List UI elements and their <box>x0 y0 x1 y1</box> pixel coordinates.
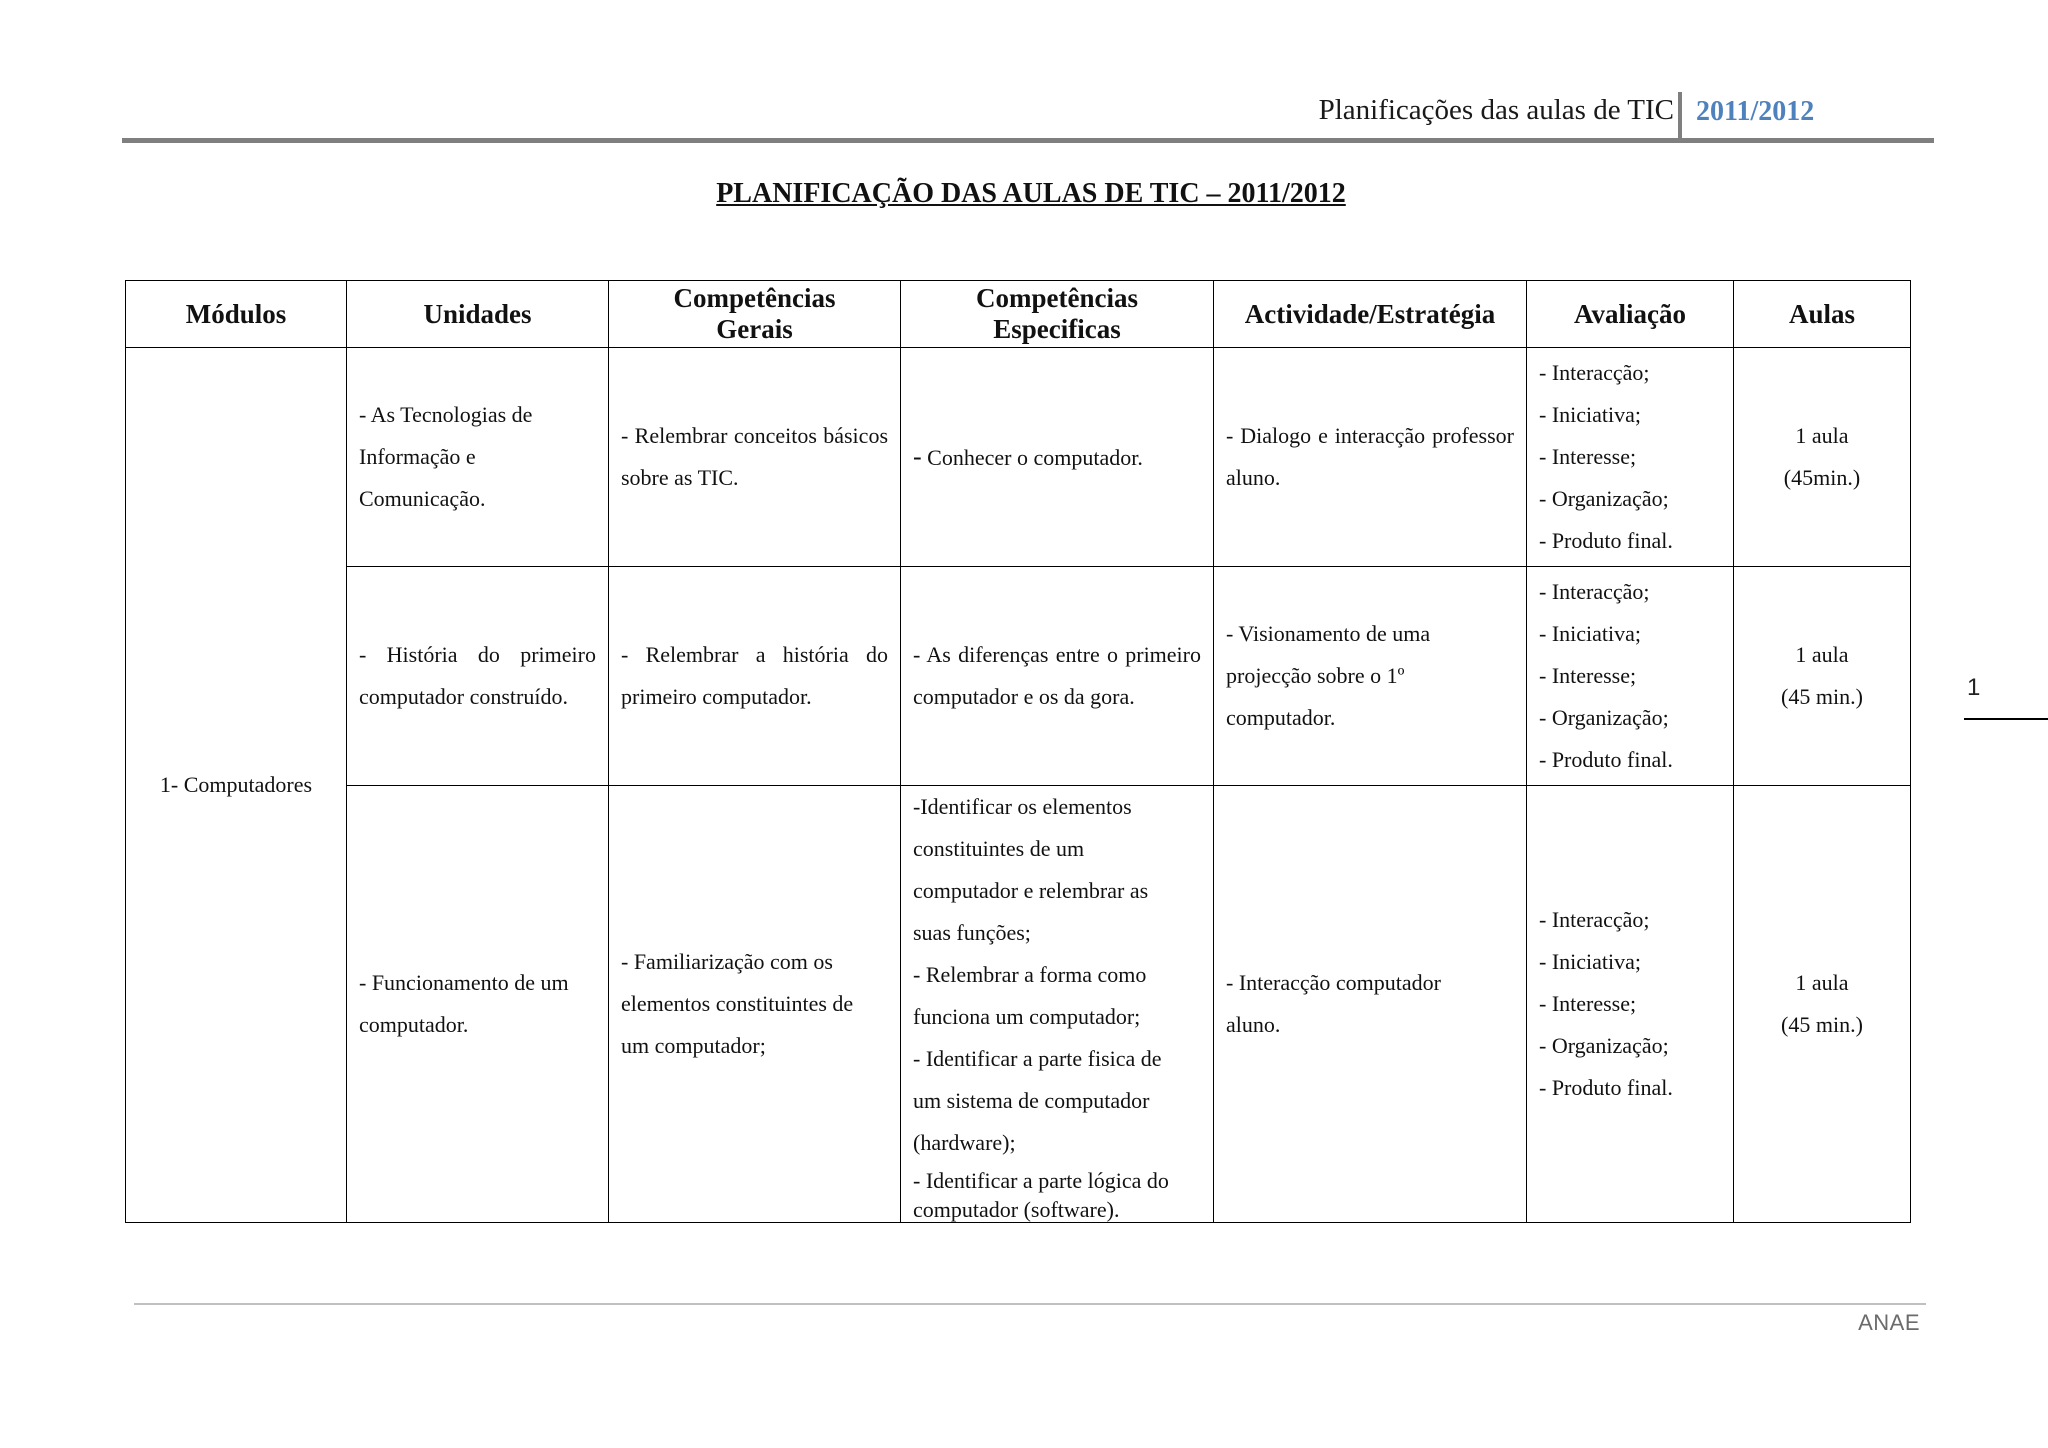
header-line: Competências <box>976 283 1138 313</box>
header-line: Especificas <box>993 314 1121 344</box>
cell-line: -Identificar os elementos <box>913 794 1132 819</box>
planning-table <box>125 280 1911 1223</box>
cell-line: - As Tecnologias de <box>359 402 533 427</box>
list-item: - Organização; <box>1539 486 1669 511</box>
cell-line: computador e relembrar as <box>913 878 1149 903</box>
header-line: Gerais <box>716 314 793 344</box>
unidade-cell <box>347 348 609 567</box>
header-aulas: Aulas <box>1734 281 1911 348</box>
page-header <box>122 92 1934 138</box>
list-item: - Organização; <box>1539 705 1669 730</box>
cell-line: - Identificar a parte fisica de <box>913 1046 1162 1071</box>
list-item: - Iniciativa; <box>1539 949 1642 974</box>
list-item: - Produto final. <box>1539 747 1673 772</box>
list-item: - Produto final. <box>1539 528 1673 553</box>
cell-line: 1 aula <box>1795 970 1849 995</box>
list-item: - Interacção; <box>1539 360 1650 385</box>
header-competencias-especificas <box>901 281 1214 348</box>
cell-line: suas funções; <box>913 920 1031 945</box>
cell-line: - Identificar a parte lógica do <box>913 1168 1169 1193</box>
unidade-cell: - História do primeiro computador construído. <box>347 567 609 786</box>
list-item: - Produto final. <box>1539 1075 1673 1100</box>
competencias-gerais-cell: - Relembrar a história do primeiro computador. <box>609 567 901 786</box>
header-modulos: Módulos <box>126 281 347 348</box>
atividade-cell <box>1214 567 1527 786</box>
list-item: - Organização; <box>1539 1033 1669 1058</box>
table-header-row <box>126 281 1911 348</box>
cell-line: elementos constituintes de <box>621 991 854 1016</box>
footer-text: ANAE <box>1858 1310 1920 1335</box>
header-year: 2011/2012 <box>1696 96 1815 127</box>
atividade-cell: - Dialogo e interacção professor aluno. <box>1214 348 1527 567</box>
table-row <box>126 786 1911 1223</box>
cell-line: (45 min.) <box>1781 1012 1863 1037</box>
cell-line: (hardware); <box>913 1130 1016 1155</box>
unidade-cell: - Funcionamento de um computador. <box>347 786 609 1223</box>
avaliacao-cell <box>1527 786 1734 1223</box>
modulo-cell: 1- Computadores <box>126 348 347 1223</box>
list-item: - Interacção; <box>1539 579 1650 604</box>
cell-line: projecção sobre o 1º <box>1226 663 1405 688</box>
list-item: - Iniciativa; <box>1539 621 1642 646</box>
atividade-cell <box>1214 786 1527 1223</box>
cell-line: Comunicação. <box>359 486 486 511</box>
header-unidades: Unidades <box>347 281 609 348</box>
cell-line: Informação e <box>359 444 476 469</box>
cell-line: (45 min.) <box>1781 684 1863 709</box>
header-divider <box>1678 92 1682 138</box>
cell-line: um sistema de computador <box>913 1088 1150 1113</box>
document-title: PLANIFICAÇÃO DAS AULAS DE TIC – 2011/2012 <box>716 178 1346 209</box>
header-atividade: Actividade/Estratégia <box>1214 281 1527 348</box>
header-title: Planificações das aulas de TIC <box>1318 94 1674 126</box>
list-item: - Interesse; <box>1539 991 1637 1016</box>
table-row <box>126 567 1911 786</box>
cell-line: - Relembrar a forma como <box>913 962 1147 987</box>
cell-line: 1 aula <box>1795 642 1849 667</box>
avaliacao-cell <box>1527 567 1734 786</box>
aulas-cell <box>1734 786 1911 1223</box>
footer-rule <box>134 1303 1926 1305</box>
aulas-cell <box>1734 348 1911 567</box>
page-number: 1 <box>1967 674 1981 701</box>
list-item: - Interacção; <box>1539 907 1650 932</box>
cell-line: - Familiarização com os <box>621 949 833 974</box>
cell-line: funciona um computador; <box>913 1004 1141 1029</box>
page-number-rule <box>1964 718 2048 720</box>
competencias-especificas-cell <box>901 786 1214 1223</box>
competencias-gerais-cell: - Relembrar conceitos básicos sobre as TIC. <box>609 348 901 567</box>
header-line: Competências <box>673 283 836 313</box>
list-item: - Interesse; <box>1539 444 1637 469</box>
header-competencias-gerais <box>609 281 901 348</box>
cell-line: constituintes de um <box>913 836 1085 861</box>
cell-line: um computador; <box>621 1033 766 1058</box>
cell-line: computador (software). <box>913 1197 1120 1222</box>
competencias-especificas-cell <box>901 348 1214 567</box>
competencias-especificas-cell: - As diferenças entre o primeiro computador e os da gora. <box>901 567 1214 786</box>
dash-mark: - <box>913 441 922 471</box>
header-rule <box>122 138 1934 143</box>
cell-line: 1 aula <box>1795 423 1849 448</box>
cell-line: - Interacção computador <box>1226 970 1441 995</box>
cell-line: aluno. <box>1226 1012 1281 1037</box>
aulas-cell <box>1734 567 1911 786</box>
table-row <box>126 348 1911 567</box>
list-item: - Iniciativa; <box>1539 402 1642 427</box>
header-avaliacao: Avaliação <box>1527 281 1734 348</box>
competencias-gerais-cell <box>609 786 901 1223</box>
cell-line: computador. <box>1226 705 1336 730</box>
cell-text: Conhecer o computador. <box>927 444 1143 470</box>
cell-line: (45min.) <box>1783 465 1861 490</box>
cell-line: - Visionamento de uma <box>1226 621 1431 646</box>
list-item: - Interesse; <box>1539 663 1637 688</box>
avaliacao-cell <box>1527 348 1734 567</box>
